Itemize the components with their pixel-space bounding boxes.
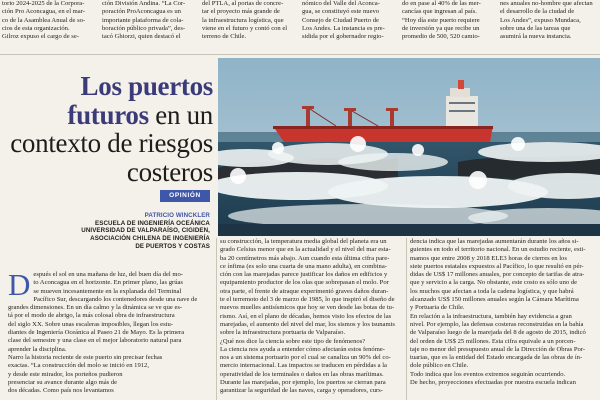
text-line: los muchos que afectan a toda la cadena logística, y que habrá [410,287,574,295]
text-line: Gilroz expuso el cargo de se- [2,33,79,41]
text-line: boración público privada”, des- [102,24,186,32]
text-line: equipamiento productor de los olas que sobrepasan el molo. Por [220,279,389,287]
text-line: asumirá la nueva instancia. [500,33,572,41]
text-line: mamos que entre 2008 y 2018 ELE3 horas de cierres en los [410,254,567,262]
top-column [302,0,397,52]
text-line: nuevos muelles antisísmicos que hoy se ven desde las botas de tu- [220,304,395,312]
author-affiliation: ASOCIACIÓN CHILENA DE INGENIERÍA [90,235,210,243]
text-line: dos décadas. Como país nos levantamos [8,387,114,395]
text-line: Todo indica que los eventos extremos seguirán ocurriendo. [410,370,566,378]
text-line: Pacífico Sur, descargando los contenedores desde una nave de [33,295,198,303]
text-line: el desarrollo de la ciudad de [500,8,575,16]
text-line: Narro la historia reciente de este puerto sin precisar fechas [8,353,163,361]
author-byline [60,212,210,251]
article-body-column-2 [220,238,402,400]
text-line: marejadas, el aumento del nivel del mar, los sismos y los tsunamis [220,320,395,328]
text-line: mercio internacional. Las impactos se traducen en pérdidas a la [220,362,387,370]
article-body-text [8,271,213,395]
headline-rest: en un contexto de riesgos costeros [10,99,213,187]
text-line: presenciar su avance durante algo más de [8,378,118,386]
author-affiliation: UNIVERSIDAD DE VALPARAÍSO, CIGIDEN, [81,227,210,235]
section-tag-opinion: OPINIÓN [160,190,210,202]
text-line: poración ProAconcagua es un [102,8,181,16]
text-line: espués el sol en una mañana de luz, del buen día del mo- [33,271,183,278]
text-line: Durante las marejadas, por ejemplo, los puertos se cierran para [220,379,386,387]
text-line: ¿Qué nos dice la ciencia sobre este tipo de fenómenos? [220,337,366,345]
headline-accent: Los puertos futuros [67,71,213,130]
text-line: viene en el futuro y contó con el [202,24,288,32]
text-line: otra parte, el frente de atraque experimentó graves daños duran- [220,287,389,295]
text-line: taje no menor del presupuesto anual de la Dirección de Obras Por- [410,345,586,353]
text-line: En relación a la infraestructura, también hay evidencia a gran [410,312,572,320]
text-line: Los Andes. La instancia es pre- [302,24,385,32]
text-line: la infraestructura logística, que [202,16,284,24]
text-line: exactas. “La construcción del molo se inició en 1912, [8,362,149,370]
text-line: torio 2024-2025 de la Corpora- [2,0,85,7]
text-line: y desde este mirador, los porteños pudieron [8,370,123,378]
text-line: promedio de 500, 520 camio- [402,33,480,41]
article-headline [8,72,213,186]
text-line: nómico del Valle del Aconca- [302,0,380,7]
text-line: co de la Asamblea Anual de so- [2,16,86,24]
text-line: cios de esta organización. [2,24,70,32]
text-line: de inversión ya que recibe un [402,24,480,32]
text-line: se mueven incesantemente en la explanada del Terminal [33,287,182,295]
text-line: tacó Ghiorzi, quien destacó el [102,33,181,41]
text-line: terreno de Chile. [202,33,247,41]
author-affiliation: ESCUELA DE INGENIERÍA OCEÁNICA [95,219,210,227]
text-line: del siglo XX. Sobre unas escaleras imposibles, llegan los estu- [8,320,173,328]
text-line: Los Andes”, expuso Mundaca, [500,16,581,24]
text-line: diantes de Ingeniería Oceánica al Paseo 21 de Mayo. Es la primera [8,329,185,337]
top-column [102,0,197,52]
author-affiliation: DE PUERTOS Y COSTAS [135,242,210,250]
text-line: to Aconcagua en el horizonte. En primer plano, las grúas [33,279,183,287]
text-line: do en pase al 40% de las mer- [402,0,481,7]
article-body-column-1 [8,271,213,400]
text-line: “Hoy día este puerto requiere [402,16,480,24]
text-line: guientes en todo el territorio nacional. En un estudio reciente, esti- [410,246,586,254]
article-photo [218,58,600,236]
ship-waves-photo [218,58,600,236]
text-line: dencia indica que las marejadas aumentarán durante los años si- [410,238,579,245]
text-line: didas de US$ 17 millones anuales, por concepto de tarifas de atra- [410,271,585,279]
text-line: ción Pro Aconcagua, en el mar- [2,8,85,16]
top-column [500,0,600,52]
text-line: sobre la infraestructura portuaria de Valparaíso. [220,329,346,337]
text-line: ba 20 centímetros más abajo. Aun cuando esta última cifra pare- [220,254,390,262]
text-line: ce ínfima (es solo una cuarta de una mano adulta), en combina- [220,262,387,270]
text-line: y Portuaria de Chile. [410,304,465,312]
text-line: garantizar la seguridad de las naves, carga y operadores, curs- [220,387,383,395]
text-line: ción con las marejadas parece justificar los daños en edificios y [220,271,388,279]
text-line: tuarias, que es la entidad del Estado encargada de las obras de ín- [410,354,583,362]
text-line: La ciencia nos ayuda a entender cómo afectarán estos fenóme- [220,345,385,353]
author-name: PATRICIO WINCKLER [144,212,210,219]
top-divider [0,54,600,55]
text-line: te el terremoto del 3 de marzo de 1985, lo que inspiró el diseño de [220,296,395,304]
text-line: su construcción, la temperatura media global del planeta era un [220,238,387,245]
drop-cap: D [8,271,31,302]
text-line: del orden de US$ 25 millones. Esta cifra equivale a un porcen- [410,337,576,345]
text-line: que y servicio a la carga. No obstante, este costo es sólo uno de [410,279,578,287]
text-line: sobre una de las tareas que [500,24,571,32]
column-divider [406,238,407,400]
text-line: alcanzado US$ 150 millones anuales según la Cámara Marítima [410,296,579,304]
text-line: dole público en Chile. [410,362,469,370]
text-line: tá por el modo de abrigo, la más colosal obra de infraestructura [8,312,175,320]
text-line: operatividad de los terminales o daños en las obras marítimas. [220,370,384,378]
text-line: gua, se constituyó este nuevo [302,8,380,16]
column-divider [216,238,217,400]
text-line: nes anuales no-hombre que afectan [500,0,593,7]
text-line: De hecho, proyecciones efectuadas por nuestra escuela indican [410,379,576,387]
text-line: rismo. Así, en el plano de décadas, hemos visto los efectos de las [220,312,392,320]
breaking-waves [218,142,600,228]
text-line: cancías que ingresan al país. [402,8,477,16]
text-line: grandes dimensiones. En un día calmo y la dinámica se ve que es- [8,304,183,312]
text-line: nos a un sistema portuario por el cual se canaliza un 90% del co- [220,354,391,362]
text-line: grado Celsius menor que en la actualidad y el nivel del mar esta- [220,246,391,254]
text-line: Consejo de Ciudad Puerto de [302,16,379,24]
top-column [2,0,97,52]
text-line: clase del semestre y una clase en el mejor laboratorio natural para [8,337,182,345]
text-line: ción División Andina. “La Cor- [102,0,186,7]
text-line: tar el proyecto más grande de [202,8,280,16]
top-column [402,0,495,52]
text-line: aprender la disciplina. [8,345,67,353]
text-line: nivel. Por ejemplo, las defensas costeras reconstruidas en la bahía [410,320,584,328]
text-line: de Valparaíso luego de la marejada del 8 de agosto de 2015, indicó [410,329,586,337]
text-line: siete puertos estatales expuestos al Pacífico, lo que resultó en pér- [410,262,584,270]
text-line: del PTLA, al portas de concre- [202,0,284,7]
text-line: importante plataforma de cola- [102,16,184,24]
top-column [202,0,297,52]
article-body-column-3 [410,238,600,400]
text-line: sidida por el gobernador regio- [302,33,384,41]
